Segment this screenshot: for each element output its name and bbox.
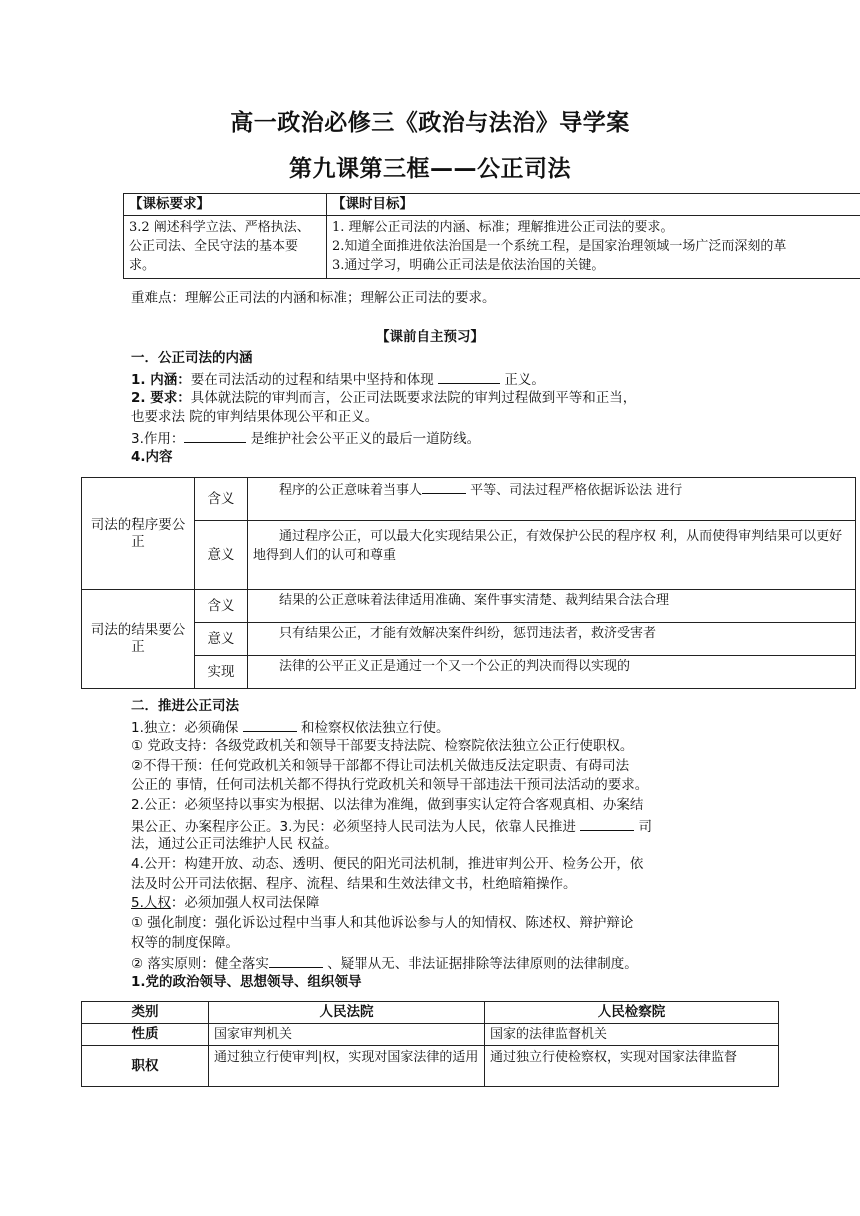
court-header: 人民法院: [209, 1002, 485, 1024]
court-authority: 通过独立行使审判|权，实现对国家法律的适用: [209, 1046, 485, 1087]
item-text: 果公正、办案程序公正。3.为民：必须坚持人民司法为人民，依靠人民推进: [131, 819, 576, 835]
court-procuratorate-table: [81, 1001, 779, 1087]
nature-label: 性质: [82, 1024, 209, 1046]
section-heading: 一．公正司法的内涵: [131, 350, 253, 366]
text-line: 2.公正：必须坚持以事实为根据、以法律为准绳，做到事实认定符合客观真相、办案结: [131, 797, 644, 813]
item-text: 、疑罪从无、非法证据排除等法律原则的法律制度。: [327, 956, 638, 972]
cell-text: 程序的公正意味着当事人: [279, 483, 423, 498]
item-text: 要在司法活动的过程和结果中坚持和体现: [190, 372, 434, 388]
principle-line: [131, 954, 638, 973]
text-line: ②不得干预：任何党政机关和领导干部都不得让司法机关做违反法定职责、有碍司法: [131, 758, 630, 774]
item-text: 司: [638, 819, 652, 835]
connotation-line: [131, 370, 545, 389]
procuratorate-nature: 国家的法律监督机关: [485, 1024, 779, 1046]
type-header: 类别: [82, 1002, 209, 1024]
item-label: 5.人权: [131, 895, 171, 911]
item-text: ：必须加强人权司法保障: [170, 895, 320, 911]
goal-item: 3.通过学习，明确公正司法是依法治国的关键。: [332, 258, 605, 273]
result-meaning: 结果的公正意味着法律适用准确、案件事实清楚、裁判结果合法合理: [248, 590, 856, 623]
people-line: [131, 817, 652, 836]
item-text: 1.独立：必须确保: [131, 720, 239, 736]
item-label: 1. 内涵：: [131, 372, 191, 388]
text-line: ① 党政支持：各级党政机关和领导干部要支持法院、检察院依法独立公正行使职权。: [131, 738, 634, 754]
text-line: 权等的制度保障。: [131, 935, 239, 951]
procedure-significance: 通过程序公正，可以最大化实现结果公正，有效保护公民的程序权 利，从而使得审判结果可以更好地得到人们的认可和尊重: [248, 521, 856, 590]
objectives-table: [123, 193, 860, 279]
subheading: 1.党的政治领导、思想领导、组织领导: [131, 974, 362, 990]
item-label: 3.作用：: [131, 431, 185, 447]
document-title: 高一政治必修三《政治与法治》导学案: [230, 110, 630, 136]
fill-blank[interactable]: [438, 370, 500, 384]
human-rights-line: [131, 895, 319, 912]
independence-line: [131, 718, 449, 737]
item-text: 正义。: [504, 372, 545, 388]
item-text: 是维护社会公平正义的最后一道防线。: [250, 431, 481, 447]
fill-blank[interactable]: [184, 429, 246, 443]
significance-label: 意义: [195, 521, 248, 590]
goal-item: 2.知道全面推进依法治国是一个系统工程，是国家治理领域一场广泛而深刻的革: [332, 239, 787, 254]
goals-list: [327, 216, 860, 279]
key-points: 重难点：理解公正司法的内涵和标准；理解公正司法的要求。: [131, 290, 496, 306]
item-text: 具体就法院的审判而言，公正司法既要求法院的审判过程做到平等和正当，: [190, 390, 637, 406]
significance-label: 意义: [195, 623, 248, 656]
text-line: 公正的 事情，任何司法机关都不得执行党政机关和领导干部违法干预司法活动的要求。: [131, 777, 649, 793]
section-heading: 二．推进公正司法: [131, 698, 239, 714]
requirement-line-cont: 也要求法 院的审判结果体现公平和正义。: [131, 409, 379, 425]
procuratorate-header: 人民检察院: [485, 1002, 779, 1024]
procuratorate-authority: 通过独立行使检察权，实现对国家法律监督: [485, 1046, 779, 1087]
procedure-meaning: [248, 478, 856, 521]
realization-label: 实现: [195, 656, 248, 689]
item-text: ② 落实原则：健全落实: [131, 956, 269, 972]
goal-item: 1. 理解公正司法的内涵、标准；理解推进公正司法的要求。: [332, 220, 674, 235]
result-significance: 只有结果公正，才能有效解决案件纠纷，惩罚违法者，救济受害者: [248, 623, 856, 656]
cell-text: 平等、司法过程严格依据诉讼法 进行: [470, 483, 683, 498]
court-nature: 国家审判机关: [209, 1024, 485, 1046]
content-label: 4.内容: [131, 449, 173, 465]
fill-blank[interactable]: [422, 480, 466, 494]
requirement-line: [131, 390, 636, 407]
content-table: [81, 477, 856, 689]
result-label: 司法的结果要公正: [82, 590, 195, 689]
standards-header: 【课标要求】: [124, 194, 327, 216]
text-line: 法，通过公正司法维护人民 权益。: [131, 836, 338, 852]
goals-header: 【课时目标】: [327, 194, 860, 216]
authority-label: 职权: [82, 1046, 209, 1087]
meaning-label: 含义: [195, 478, 248, 521]
result-realization: 法律的公平正义正是通过一个又一个公正的判决而得以实现的: [248, 656, 856, 689]
text-line: 4.公开：构建开放、动态、透明、便民的阳光司法机制，推进审判公开、检务公开，依: [131, 856, 644, 872]
procedure-label: 司法的程序要公正: [82, 478, 195, 590]
preview-heading: 【课前自主预习】: [376, 329, 484, 345]
lesson-title: 第九课第三框——公正司法: [289, 156, 571, 182]
fill-blank[interactable]: [243, 718, 297, 732]
fill-blank[interactable]: [580, 817, 634, 831]
standards-text: 3.2 阐述科学立法、严格执法、公正司法、全民守法的基本要求。: [124, 216, 327, 279]
text-line: 法及时公开司法依据、程序、流程、结果和生效法律文书，杜绝暗箱操作。: [131, 876, 577, 892]
fill-blank[interactable]: [269, 954, 323, 968]
text-line: ① 强化制度：强化诉讼过程中当事人和其他诉讼参与人的知情权、陈述权、辩护辩论: [131, 915, 634, 931]
item-text: 和检察权依法独立行使。: [300, 720, 450, 736]
function-line: [131, 429, 480, 448]
meaning-label: 含义: [195, 590, 248, 623]
item-label: 2. 要求：: [131, 390, 191, 406]
